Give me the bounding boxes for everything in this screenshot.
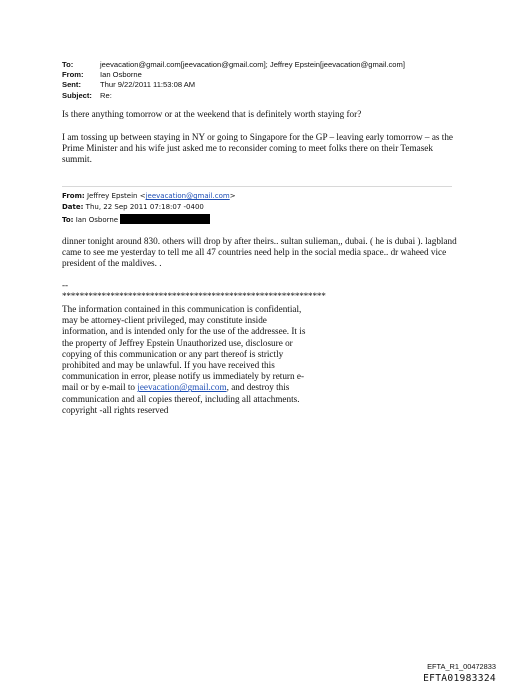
fwd-from-email-link[interactable]: jeevacation@gmail.com [145, 192, 230, 200]
fwd-from-label: From: [62, 192, 85, 200]
reply-paragraph-1: Is there anything tomorrow or at the weekend that is definitely worth staying for? [62, 109, 362, 119]
signature-stars: ************************************************************ [62, 291, 326, 301]
message-body: dinner tonight around 830. others will drop by after theirs.. sultan sulieman,, dubai. ( he is dubai ). lagbland came to see me yesterday to tell me all 47 countries need help in the social media space.. dr waheed vice president of the maldives. . [62, 236, 457, 269]
subject-row [62, 91, 405, 101]
from-row [62, 70, 405, 80]
signature-dash: -- [62, 280, 69, 290]
from-value: Ian Osborne [100, 70, 142, 80]
fwd-to-row [62, 214, 236, 226]
fwd-to-label: To: [62, 215, 74, 224]
subject-label: Subject: [62, 90, 92, 100]
to-value: jeevacation@gmail.com[jeevacation@gmail.com]; Jeffrey Epstein[jeevacation@gmail.com] [100, 60, 405, 69]
disclaimer-text-post: , and destroy this communication and all copies thereof, including all attachments. copyright -all rights reserved [62, 382, 300, 415]
fwd-from-close: > [229, 192, 236, 200]
bates-number-2: EFTA01983324 [423, 673, 496, 684]
sent-label: Sent: [62, 80, 81, 90]
bates-number-1: EFTA_R1_00472833 [427, 662, 496, 671]
fwd-date-label: Date: [62, 203, 84, 212]
fwd-from-name: Jeffrey Epstein < [86, 192, 146, 200]
reply-paragraph-2: I am tossing up between staying in NY or going to Singapore for the GP – leaving early tomorrow – as the Prime Minister and his wife just asked me to reconsider coming to meet folks there on their Temasek summit. [62, 132, 453, 165]
fwd-date-value: Thu, 22 Sep 2011 07:18:07 -0400 [85, 203, 204, 212]
disclaimer-email-link[interactable]: jeevacation@gmail.com [137, 382, 227, 393]
email-header [62, 60, 405, 101]
fwd-date-row [62, 202, 236, 213]
forwarded-header [62, 191, 236, 226]
fwd-from-row [62, 191, 236, 202]
subject-value: Re: [100, 90, 112, 100]
quote-separator [62, 186, 452, 187]
disclaimer-text-pre: The information contained in this communication is confidential, may be attorney-client privileged, may constitute inside information, and is intended only for the use of the addressee. It is the property of Jeffrey Epstein Unauthorized use, disclosure or copying of this communication or any part thereof is strictly prohibited and may be unlawful. If you have received this communication in error, please notify us immediately by return e-mail or by e-mail to [62, 304, 306, 393]
sent-value: Thur 9/22/2011 11:53:08 AM [100, 80, 196, 90]
to-label: To: [62, 60, 74, 69]
disclaimer [62, 304, 312, 416]
sent-row [62, 80, 405, 90]
to-row [62, 60, 405, 70]
fwd-to-value: Ian Osborne [75, 215, 119, 224]
from-label: From: [62, 70, 84, 80]
redaction-bar [120, 214, 210, 224]
